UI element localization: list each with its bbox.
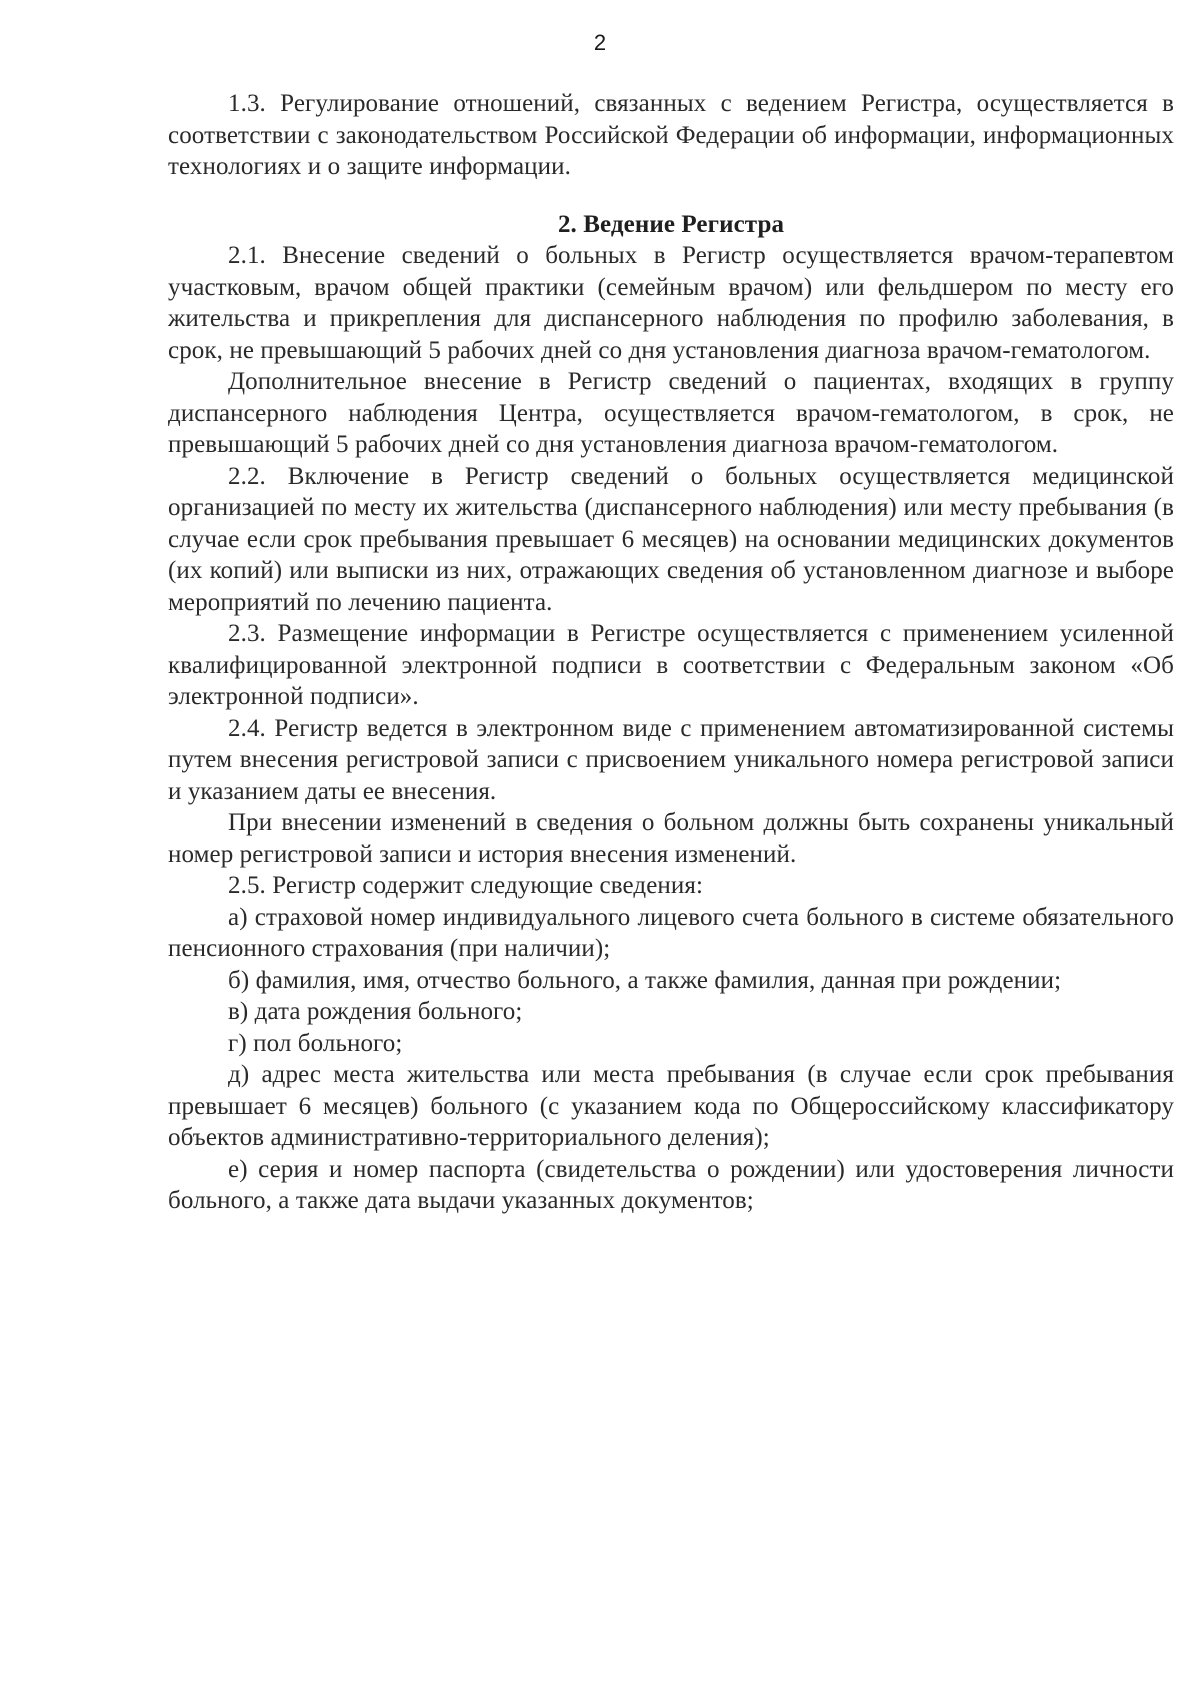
page-number: 2 [593,30,607,55]
paragraph-2-5: 2.5. Регистр содержит следующие сведения: [228,872,703,899]
paragraph-2-3: 2.3. Размещение информации в Регистре осуществляется с применением усиленной квалифицированной электронной подписи в соответствии с Федеральным законом «Об электронной подписи». [168,620,1174,710]
list-item-b: б) фамилия, имя, отчество больного, а также фамилия, данная при рождении; [228,966,1062,994]
paragraph-2-2: 2.2. Включение в Регистр сведений о больных осуществляется медицинской организацией по месту их жительства (диспансерного наблюдения) или месту пребывания (в случае если срок пребывания превышает 6 месяцев) на основании медицинских документов (их копий) или выписки из них, отражающих сведения об установленном диагнозе и выборе мероприятий по лечению пациента. [168,462,1174,616]
paragraph-2-4-changes: При внесении изменений в сведения о больном должны быть сохранены уникальный номер регистровой записи и история внесения изменений. [168,809,1174,868]
list-item-v: в) дата рождения больного; [228,998,523,1025]
list-item-d: д) адрес места жительства или места пребывания (в случае если срок пребывания превышает 6 месяцев) больного (с указанием кода по Общероссийскому классификатору объектов административно-территориального деления); [168,1061,1174,1151]
paragraph-1-3: 1.3. Регулирование отношений, связанных с ведением Регистра, осуществляется в соответствии с законодательством Российской Федерации об информации, информационных технологиях и о защите информации. [168,90,1174,180]
list-item-a: а) страховой номер индивидуального лицевого счета больного в системе обязательного пенсионного страхования (при наличии); [168,903,1174,962]
list-item-g: г) пол больного; [228,1029,403,1057]
paragraph-2-1-additional: Дополнительное внесение в Регистр сведений о пациентах, входящих в группу диспансерного наблюдения Центра, осуществляется врачом-гематологом, в срок, не превышающий 5 рабочих дней со дня установления диагноза врачом-гематологом. [168,368,1174,458]
section-heading: 2. Ведение Регистра [557,210,785,238]
document-body [168,88,1174,1217]
list-item-e: е) серия и номер паспорта (свидетельства о рождении) или удостоверения личности больного, а также дата выдачи указанных документов; [168,1155,1174,1214]
paragraph-2-4: 2.4. Регистр ведется в электронном виде с применением автоматизированной системы путем внесения регистровой записи с присвоением уникального номера регистровой записи и указанием даты ее внесения. [168,714,1174,805]
paragraph-2-1: 2.1. Внесение сведений о больных в Регистр осуществляется врачом-терапевтом участковым, врачом общей практики (семейным врачом) или фельдшером по месту его жительства и прикрепления для диспансерного наблюдения по профилю заболевания, в срок, не превышающий 5 рабочих дней со дня установления диагноза врачом-гематологом. [168,242,1174,364]
